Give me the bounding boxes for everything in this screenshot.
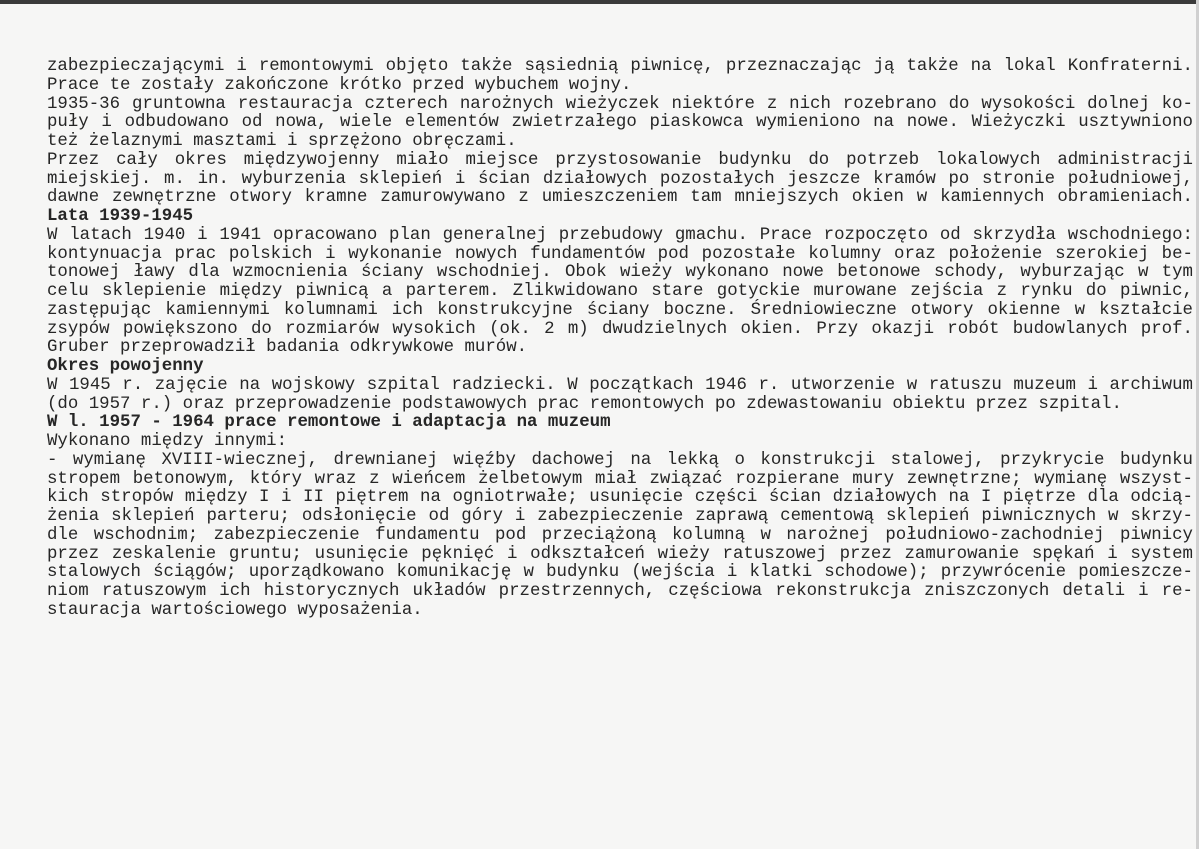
text-line: zabezpieczającymi i remontowymi objęto także sąsiednią piwnicę, przeznaczając ją także na lokal Konfraterni.: [47, 57, 1193, 76]
text-line: niom ratuszowym ich historycznych układów przestrzennych, częściowa rekonstrukcja zniszczonych detali i re-: [47, 582, 1193, 601]
text-line: tonowej ławy dla wzmocnienia ściany wschodniej. Obok wieży wykonano nowe betonowe schody, wyburzając w tym: [47, 263, 1193, 283]
text-line: stalowych ściągów; uporządkowano komunikację w budynku (wejścia i klatki schodowe); przywrócenie pomieszcze-: [47, 563, 1193, 583]
text-line: kontynuacja prac polskich i wykonanie nowych fundamentów pod pozostałe kolumny oraz położenie szerokiej be-: [47, 244, 1193, 264]
text-line: przez zeskalenie gruntu; usunięcie pęknięć i odkształceń wieży ratuszowej przez zamurowanie spękań i system: [47, 544, 1193, 564]
text-line: dle wschodnim; zabezpieczenie fundamentu pod przeciążoną kolumną w narożnej południowo-zachodniej piwnicy: [47, 525, 1193, 545]
text-line: Wykonano między innymi:: [47, 432, 288, 451]
text-line: puły i odbudowano od nowa, wiele elementów zwietrzałego piaskowca wymieniono na nowe. Wieżyczki usztywniono: [47, 113, 1193, 133]
text-line: 1935-36 gruntowna restauracja czterech narożnych wieżyczek niektóre z nich rozebrano do wysokości dolnej ko-: [47, 94, 1193, 114]
text-line: stropem betonowym, który wraz z wieńcem żelbetowym miał związać rozpierane mury zewnętrzne; wymianę wszyst-: [47, 469, 1193, 489]
section-heading-postwar: Okres powojenny: [47, 357, 204, 376]
text-line: też żelaznymi masztami i sprzężono obręczami.: [47, 132, 517, 151]
section-heading-1957-1964: W l. 1957 - 1964 prace remontowe i adaptacja na muzeum: [47, 413, 611, 433]
text-line: (do 1957 r.) oraz przeprowadzenie podstawowych prac remontowych po zdewastowaniu obiektu przez szpital.: [47, 394, 1122, 414]
text-line: zastępując kamiennymi kolumnami ich konstrukcyjne ściany boczne. Średniowieczne otwory okienne w kształcie: [47, 300, 1193, 320]
text-line: - wymianę XVIII-wiecznej, drewnianej więźby dachowej na lekką o konstrukcji stalowej, przykrycie budynku: [47, 450, 1193, 470]
text-line: W 1945 r. zajęcie na wojskowy szpital radziecki. W początkach 1946 r. utworzenie w ratuszu muzeum i archiwum: [47, 375, 1193, 395]
text-line: zsypów powiększono do rozmiarów wysokich (ok. 2 m) dwudzielnych okien. Przy okazji robót budowlanych prof.: [47, 319, 1193, 339]
text-line: dawne zewnętrzne otwory kramne zamurowywano z umieszczeniem tam mniejszych okien w kamiennych obramieniach.: [47, 188, 1193, 208]
text-line: Przez cały okres międzywojenny miało miejsce przystosowanie budynku do potrzeb lokalowych administracji: [47, 150, 1193, 170]
text-line: celu sklepienie między piwnicą a parterem. Zlikwidowano stare gotyckie murowane zejścia z rynku do piwnic,: [47, 282, 1193, 301]
document-body: [47, 58, 1193, 621]
text-line: żenia sklepień parteru; odsłonięcie od góry i zabezpieczenie zaprawą cementową sklepień piwnicznych w skrzy-: [47, 507, 1193, 526]
text-line: Gruber przeprowadził badania odkrywkowe murów.: [47, 338, 528, 358]
text-line: Prace te zostały zakończone krótko przed wybuchem wojny.: [47, 75, 632, 95]
text-line: W latach 1940 i 1941 opracowano plan generalnej przebudowy gmachu. Prace rozpoczęto od skrzydła wschodniego:: [47, 225, 1193, 245]
text-line: stauracja wartościowego wyposażenia.: [47, 600, 423, 620]
section-heading-1939-1945: Lata 1939-1945: [47, 207, 194, 226]
text-line: miejskiej. m. in. wyburzenia sklepień i ścian działowych pozostałych jeszcze kramów po stronie południowej,: [47, 169, 1193, 189]
text-line: kich stropów między I i II piętrem na ogniotrwałe; usunięcie części ścian działowych na I piętrze dla odcią-: [47, 488, 1193, 508]
scan-top-edge: [0, 0, 1199, 4]
